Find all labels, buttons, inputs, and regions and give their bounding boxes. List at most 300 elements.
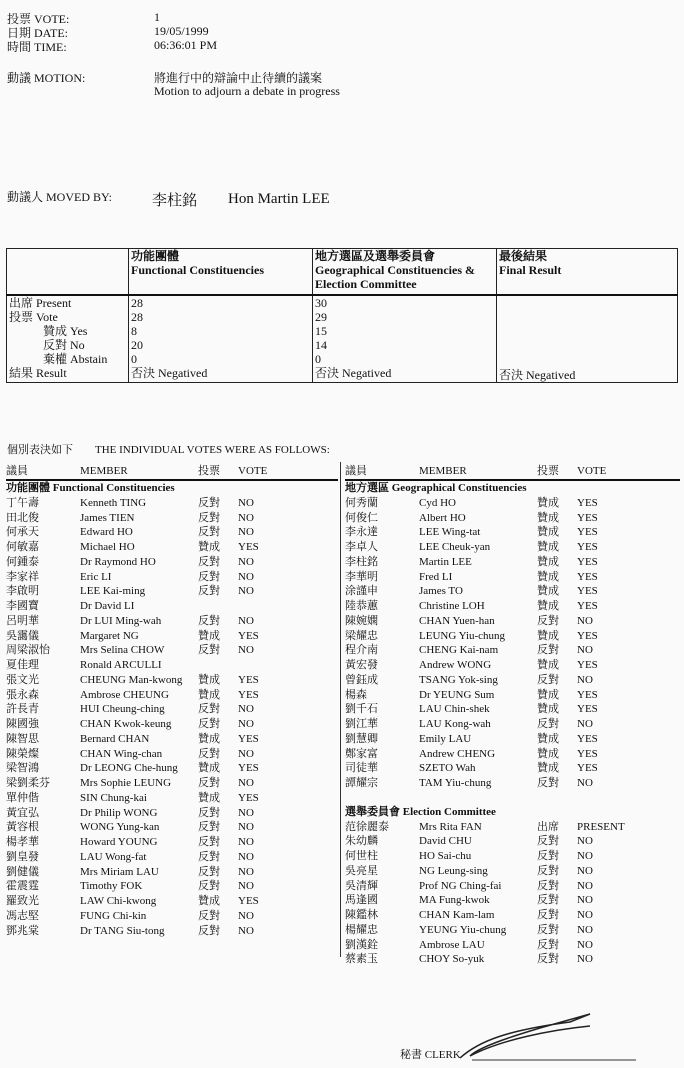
member-row — [6, 629, 338, 644]
member-name-zh: 李國寶 — [6, 600, 39, 612]
member-row — [345, 849, 680, 864]
summary-cell: 贊成 Yes — [43, 323, 88, 338]
vote-en: NO — [577, 864, 593, 877]
vote-zh: 反對 — [198, 865, 220, 878]
member-name-zh: 李柱銘 — [345, 555, 378, 568]
vote-en: NO — [577, 718, 593, 730]
member-row — [6, 702, 338, 717]
member-name-zh: 黃宜弘 — [6, 806, 39, 819]
vote-zh: 贊成 — [198, 673, 220, 686]
member-row — [6, 761, 338, 776]
moved-by-label: 動議人 MOVED BY: — [7, 190, 112, 204]
member-name-zh: 吳靄儀 — [6, 629, 39, 642]
member-name-en: FUNG Chi-kin — [80, 909, 147, 922]
member-name-zh: 夏佳理 — [6, 659, 39, 671]
member-name-en: LAU Wong-fat — [80, 850, 147, 863]
vote-zh: 反對 — [198, 644, 220, 657]
member-row — [6, 614, 338, 629]
vote-zh: 反對 — [198, 806, 220, 819]
member-row — [6, 525, 338, 540]
member-name-en: LEUNG Yiu-chung — [419, 629, 506, 642]
member-row — [6, 806, 338, 821]
member-name-en: TAM Yiu-chung — [419, 777, 492, 789]
vote-zh: 反對 — [198, 511, 220, 524]
member-name-en: HUI Cheung-ching — [80, 703, 165, 716]
vote-zh: 反對 — [198, 850, 220, 863]
member-name-en: Emily LAU — [419, 732, 472, 745]
vote-en: NO — [577, 879, 593, 892]
vote-zh: 反對 — [537, 835, 559, 848]
member-name-en: CHAN Kam-lam — [419, 909, 495, 921]
vote-en: NO — [238, 880, 254, 893]
date-label: 日期 DATE: — [7, 26, 68, 40]
column-header: MEMBER — [80, 465, 128, 477]
member-row — [345, 673, 680, 688]
vote-zh: 贊成 — [537, 659, 559, 671]
member-row — [345, 864, 680, 879]
member-name-en: Andrew CHENG — [419, 747, 496, 760]
section-title: 地方選區 Geographical Constituencies — [345, 482, 527, 494]
vote-en: NO — [577, 777, 593, 789]
column-header: VOTE — [577, 465, 607, 477]
member-name-zh: 田北俊 — [6, 511, 39, 524]
member-name-zh: 李華明 — [345, 570, 378, 583]
vote-zh: 反對 — [198, 880, 220, 893]
summary-cell: 0 — [315, 351, 321, 366]
member-name-en: LEE Kai-ming — [80, 585, 146, 598]
vote-zh: 反對 — [537, 673, 559, 686]
member-name-zh: 許長青 — [6, 703, 39, 716]
vote-en: YES — [238, 732, 259, 745]
member-name-zh: 劉慧卿 — [345, 732, 378, 745]
vote-en: NO — [577, 909, 593, 921]
member-row — [6, 511, 338, 526]
member-name-en: NG Leung-sing — [419, 864, 488, 877]
column-header: 投票 — [198, 465, 220, 477]
member-row — [6, 643, 338, 658]
member-row — [6, 747, 338, 762]
mover-en: Hon Martin LEE — [228, 191, 330, 207]
vote-en: NO — [577, 614, 593, 627]
vote-zh: 反對 — [198, 821, 220, 834]
vote-zh: 反對 — [198, 909, 220, 922]
member-row — [345, 879, 680, 894]
member-name-zh: 羅致光 — [6, 895, 39, 907]
vote-zh: 贊成 — [537, 526, 559, 539]
column-header: MEMBER — [419, 465, 467, 477]
vote-en — [238, 599, 298, 614]
vote-en: YES — [577, 570, 598, 583]
vote-zh: 贊成 — [198, 732, 220, 745]
col-functional-zh: 功能團體 — [131, 249, 180, 263]
member-name-en: Mrs Selina CHOW — [80, 644, 165, 657]
col-functional-en: Functional Constituencies — [131, 263, 265, 277]
vote-zh: 贊成 — [198, 895, 220, 907]
member-name-zh: 單仲偕 — [6, 791, 39, 804]
member-row — [6, 894, 338, 909]
member-row — [345, 834, 680, 849]
member-row — [345, 908, 680, 923]
vote-zh: 贊成 — [537, 511, 559, 524]
vote-en: NO — [238, 496, 254, 509]
member-name-zh: 周梁淑怡 — [6, 644, 50, 657]
column-header: 投票 — [537, 465, 559, 477]
member-row — [6, 879, 338, 894]
vote-zh: 反對 — [537, 938, 559, 951]
member-row — [6, 688, 338, 703]
vote-en: NO — [238, 747, 254, 760]
vote-zh: 贊成 — [198, 762, 220, 775]
row-labels — [7, 295, 129, 383]
vote-en: NO — [238, 850, 254, 863]
col-geo-zh: 地方選區及選舉委員會 — [315, 249, 436, 263]
member-name-zh: 張永森 — [6, 688, 39, 701]
vote-en: YES — [577, 600, 598, 612]
vote-zh: 贊成 — [537, 496, 559, 509]
clerk-label: 秘書 CLERK — [400, 1049, 461, 1061]
member-name-en: LAU Kong-wah — [419, 718, 491, 730]
summary-table — [6, 248, 678, 383]
member-name-en: Ambrose CHEUNG — [80, 688, 169, 701]
member-name-zh: 涂謹申 — [345, 585, 378, 598]
member-name-en: MA Fung-kwok — [419, 894, 490, 907]
member-name-zh: 陸恭蕙 — [345, 600, 378, 612]
vote-zh: 贊成 — [198, 629, 220, 642]
member-name-zh: 黃容根 — [6, 821, 39, 834]
vote-en: YES — [577, 511, 598, 524]
vote-zh: 反對 — [537, 953, 559, 966]
summary-cell: 結果 Result — [9, 365, 67, 380]
member-name-zh: 李啟明 — [6, 585, 39, 598]
member-row — [6, 850, 338, 865]
member-name-en: LAW Chi-kwong — [80, 895, 157, 907]
vote-label: 投票 VOTE: — [7, 12, 70, 26]
vote-en: NO — [577, 850, 593, 862]
member-name-en: SIN Chung-kai — [80, 791, 147, 804]
member-name-zh: 何鍾泰 — [6, 555, 39, 568]
member-name-en: Kenneth TING — [80, 496, 147, 509]
motion-zh: 將進行中的辯論中止待續的議案 — [154, 71, 323, 85]
member-name-en: Bernard CHAN — [80, 732, 150, 745]
member-name-zh: 陳智思 — [6, 732, 39, 745]
member-name-zh: 劉皇發 — [6, 850, 39, 863]
functional-results — [129, 295, 313, 383]
member-row — [345, 511, 680, 526]
vote-en: NO — [238, 570, 254, 583]
vote-en: NO — [577, 923, 593, 936]
member-row — [345, 643, 680, 658]
member-row — [345, 747, 680, 762]
member-name-en: Mrs Miriam LAU — [80, 865, 159, 878]
member-name-zh: 張文光 — [6, 673, 39, 686]
vote-zh: 反對 — [198, 496, 220, 509]
member-name-en: Ambrose LAU — [419, 938, 485, 951]
vote-zh: 贊成 — [198, 688, 220, 701]
vote-zh: 反對 — [537, 864, 559, 877]
col-geo-en: Geographical Constituencies & — [315, 263, 475, 277]
summary-cell: 否決 Negatived — [131, 365, 208, 380]
member-name-en: Timothy FOK — [80, 880, 143, 893]
member-name-zh: 劉江華 — [345, 718, 378, 730]
member-name-en: SZETO Wah — [419, 762, 476, 775]
member-row — [6, 865, 338, 880]
vote-en: NO — [238, 526, 254, 539]
vote-en: YES — [577, 541, 598, 553]
member-name-zh: 司徒華 — [345, 762, 378, 775]
member-row — [6, 496, 338, 511]
vote-en: NO — [238, 806, 254, 819]
functional-votes-column — [6, 463, 338, 938]
vote-en: YES — [577, 732, 598, 745]
member-name-zh: 楊孝華 — [6, 836, 39, 848]
vote-zh: 贊成 — [537, 732, 559, 745]
member-row — [345, 820, 680, 835]
vote-en: YES — [238, 541, 259, 553]
vote-zh: 贊成 — [537, 585, 559, 598]
member-name-en: Dr LUI Ming-wah — [80, 614, 162, 627]
vote-en: YES — [238, 791, 259, 804]
member-row — [6, 717, 338, 732]
member-name-en: James TIEN — [80, 511, 135, 524]
vote-zh: 贊成 — [537, 747, 559, 760]
member-name-en: WONG Yung-kan — [80, 821, 160, 834]
vote-en: NO — [238, 865, 254, 878]
vote-zh: 出席 — [537, 820, 559, 833]
individual-votes-title: 個別表決如下 THE INDIVIDUAL VOTES WERE AS FOLLOWS: — [7, 444, 330, 456]
vote-zh: 反對 — [537, 909, 559, 921]
summary-cell: 8 — [131, 323, 137, 338]
vote-zh: 贊成 — [537, 688, 559, 701]
member-row — [345, 496, 680, 511]
vote-en: YES — [577, 585, 598, 598]
member-name-en: TSANG Yok-sing — [419, 673, 498, 686]
member-name-en: Andrew WONG — [419, 659, 492, 671]
member-name-zh: 黃宏發 — [345, 659, 378, 671]
vote-zh: 贊成 — [537, 570, 559, 583]
member-name-zh: 何俊仁 — [345, 511, 378, 524]
summary-cell: 15 — [315, 323, 327, 338]
vote-zh: 反對 — [198, 526, 220, 539]
member-name-en: Albert HO — [419, 511, 466, 524]
vote-en: NO — [238, 703, 254, 716]
col-final-zh: 最後結果 — [499, 249, 548, 263]
vote-zh: 反對 — [537, 879, 559, 892]
column-header: 議員 — [6, 465, 28, 477]
member-name-zh: 劉千石 — [345, 703, 378, 716]
member-name-en: Ronald ARCULLI — [80, 659, 162, 671]
member-name-en: CHAN Kwok-keung — [80, 718, 172, 730]
summary-cell: 14 — [315, 337, 327, 352]
member-name-zh: 吳清輝 — [345, 879, 378, 892]
member-row — [6, 570, 338, 585]
vote-en: YES — [238, 688, 259, 701]
vote-en: NO — [577, 644, 593, 657]
member-name-en: Dr YEUNG Sum — [419, 688, 495, 701]
vote-zh: 反對 — [537, 614, 559, 627]
member-row — [6, 584, 338, 599]
member-name-zh: 何承天 — [6, 526, 39, 539]
member-name-zh: 譚耀宗 — [345, 777, 378, 789]
motion-en: Motion to adjourn a debate in progress — [154, 84, 340, 98]
vote-zh — [198, 658, 238, 673]
summary-cell: 0 — [131, 351, 137, 366]
member-row — [345, 776, 680, 791]
member-name-zh: 蔡素玉 — [345, 953, 378, 966]
section-title: 功能團體 Functional Constituencies — [6, 482, 175, 494]
vote-zh: 贊成 — [537, 762, 559, 775]
member-name-en: CHAN Wing-chan — [80, 747, 163, 760]
member-row — [345, 938, 680, 953]
member-name-en: Dr David LI — [80, 600, 135, 612]
member-name-zh: 何世柱 — [345, 850, 378, 862]
vote-en: YES — [577, 659, 598, 671]
member-name-en: Dr Raymond HO — [80, 555, 156, 568]
vote-en: YES — [577, 526, 598, 539]
summary-cell: 投票 Vote — [9, 309, 58, 324]
member-name-en: Dr TANG Siu-tong — [80, 924, 165, 937]
member-name-zh: 鄧兆棠 — [6, 924, 39, 937]
member-name-zh: 何敏嘉 — [6, 541, 39, 553]
member-row — [6, 540, 338, 555]
vote-en: NO — [238, 718, 254, 730]
summary-cell: 30 — [315, 295, 327, 310]
column-header: 議員 — [345, 465, 367, 477]
vote-en: NO — [238, 821, 254, 834]
vote-en: YES — [577, 555, 598, 568]
vote-en: YES — [577, 703, 598, 716]
member-row — [345, 584, 680, 599]
vote-zh — [198, 599, 238, 614]
member-row — [345, 702, 680, 717]
member-name-en: Margaret NG — [80, 629, 139, 642]
member-name-zh: 陳婉嫻 — [345, 614, 378, 627]
geographical-results — [313, 295, 497, 383]
time-label: 時間 TIME: — [7, 40, 67, 54]
time-value: 06:36:01 PM — [154, 38, 218, 52]
member-name-zh: 何秀蘭 — [345, 496, 378, 509]
member-name-zh: 李卓人 — [345, 541, 378, 553]
member-row — [345, 688, 680, 703]
vote-zh: 贊成 — [537, 541, 559, 553]
vote-zh: 反對 — [198, 747, 220, 760]
member-row — [345, 761, 680, 776]
member-name-en: Edward HO — [80, 526, 133, 539]
member-row — [345, 658, 680, 673]
member-name-en: CHOY So-yuk — [419, 953, 485, 966]
member-name-zh: 劉健儀 — [6, 865, 39, 878]
summary-cell: 28 — [131, 309, 143, 324]
member-name-en: CHAN Yuen-han — [419, 614, 495, 627]
column-header-row — [6, 463, 338, 481]
member-name-en: Michael HO — [80, 541, 135, 553]
member-row — [345, 525, 680, 540]
member-row — [6, 820, 338, 835]
final-result: 否決 Negatived — [497, 295, 678, 383]
member-name-en: Dr Philip WONG — [80, 806, 158, 819]
column-header-row — [345, 463, 680, 481]
vote-zh: 反對 — [198, 703, 220, 716]
member-row — [345, 570, 680, 585]
member-row — [6, 599, 338, 614]
member-name-zh: 梁智鴻 — [6, 762, 39, 775]
column-divider — [340, 462, 341, 957]
vote-number: 1 — [154, 10, 160, 24]
vote-zh: 反對 — [537, 894, 559, 907]
column-header: VOTE — [238, 465, 268, 477]
date-value: 19/05/1999 — [154, 24, 209, 38]
member-name-en: Mrs Sophie LEUNG — [80, 777, 172, 789]
member-name-en: HO Sai-chu — [419, 850, 472, 862]
member-row — [6, 835, 338, 850]
member-row — [345, 614, 680, 629]
motion-label: 動議 MOTION: — [7, 71, 86, 85]
member-name-zh: 霍震霆 — [6, 880, 39, 893]
vote-zh: 贊成 — [198, 791, 220, 804]
member-row — [6, 924, 338, 939]
member-row — [6, 658, 338, 673]
member-name-zh: 程介南 — [345, 644, 378, 657]
member-name-en: LAU Chin-shek — [419, 703, 490, 716]
member-name-zh: 鄭家富 — [345, 747, 378, 760]
vote-en: YES — [577, 747, 598, 760]
summary-cell: 出席 Present — [9, 295, 72, 310]
vote-zh: 贊成 — [198, 541, 220, 553]
member-name-zh: 曾鈺成 — [345, 673, 378, 686]
member-name-en: Fred LI — [419, 570, 453, 583]
member-name-en: Martin LEE — [419, 555, 472, 568]
vote-zh: 反對 — [537, 850, 559, 862]
member-name-zh: 李永達 — [345, 526, 378, 539]
member-row — [345, 629, 680, 644]
vote-en: NO — [238, 585, 254, 598]
vote-en: NO — [238, 909, 254, 922]
vote-zh: 反對 — [198, 836, 220, 848]
vote-zh: 反對 — [198, 555, 220, 568]
member-name-en: CHENG Kai-nam — [419, 644, 499, 657]
clerk-signature — [440, 1000, 680, 1066]
vote-en: NO — [238, 836, 254, 848]
summary-cell: 29 — [315, 309, 327, 324]
vote-en: YES — [238, 673, 259, 686]
summary-cell: 反對 No — [43, 337, 85, 352]
member-row — [6, 791, 338, 806]
member-row — [6, 555, 338, 570]
member-name-zh: 楊森 — [345, 688, 367, 701]
vote-zh: 反對 — [198, 777, 220, 789]
member-row — [345, 540, 680, 555]
spacer — [345, 791, 680, 805]
vote-en: NO — [238, 511, 254, 524]
vote-zh: 反對 — [198, 570, 220, 583]
vote-zh: 反對 — [198, 924, 220, 937]
member-row — [345, 717, 680, 732]
vote-zh: 反對 — [198, 585, 220, 598]
member-row — [345, 952, 680, 967]
col-geo-en2: Election Committee — [315, 277, 417, 291]
summary-cell: 否決 Negatived — [315, 365, 392, 380]
member-name-en: Mrs Rita FAN — [419, 820, 482, 833]
member-row — [6, 776, 338, 791]
member-name-zh: 劉漢銓 — [345, 938, 378, 951]
geographical-votes-column — [345, 463, 680, 967]
vote-en: NO — [238, 614, 254, 627]
vote-en: NO — [577, 835, 593, 848]
vote-en: YES — [577, 688, 598, 701]
mover-zh: 李柱銘 — [152, 193, 198, 209]
vote-zh: 贊成 — [537, 703, 559, 716]
member-name-zh: 李家祥 — [6, 570, 39, 583]
vote-zh: 反對 — [537, 777, 559, 789]
